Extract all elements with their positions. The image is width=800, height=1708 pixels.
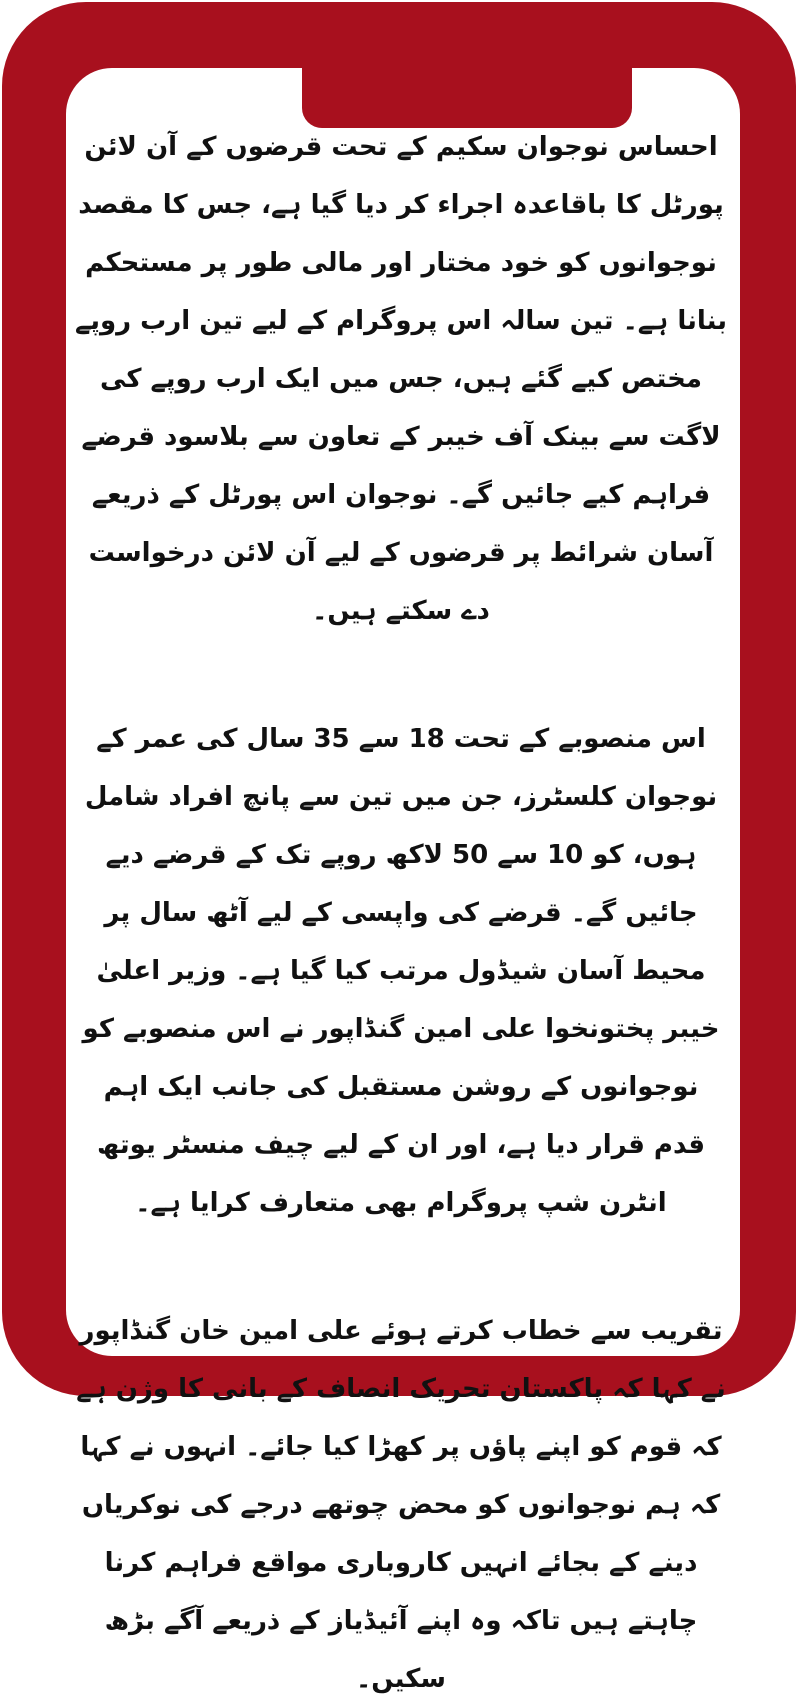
article-paragraph-3: تقریب سے خطاب کرتے ہوئے علی امین خان گنڈاپور نے کہا کہ پاکستان تحریک انصاف کے بانی کا وژن ہے کہ قوم کو اپنے پاؤں پر کھڑا کیا جائے۔ انہوں نے کہا کہ ہم نوجوانوں کو محض چوتھے درجے کی نوکریاں دینے کے بجائے انہیں کاروباری مواقع فراہم کرنا چاہتے ہیں تاکہ وہ اپنے آئیڈیاز کے ذریعے آگے بڑھ سکیں۔ bbox=[76, 1316, 726, 1694]
article-paragraph-1: احساس نوجوان سکیم کے تحت قرضوں کے آن لائن پورٹل کا باقاعدہ اجراء کر دیا گیا ہے، جس کا مقصد نوجوانوں کو خود مختار اور مالی طور پر مستحکم بنانا ہے۔ تین سالہ اس پروگرام کے لیے تین ارب روپے مختص کیے گئے ہیں، جس میں ایک ارب روپے کی لاگت سے بینک آف خیبر کے تعاون سے بلاسود قرضے فراہم کیے جائیں گے۔ نوجوان اس پورٹل کے ذریعے آسان شرائط پر قرضوں کے لیے آن لائن درخواست دے سکتے ہیں۔ bbox=[74, 132, 727, 626]
article-body bbox=[74, 118, 728, 1694]
article-paragraph-2: اس منصوبے کے تحت 18 سے 35 سال کی عمر کے نوجوان کلسٹرز، جن میں تین سے پانچ افراد شامل ہوں، کو 10 سے 50 لاکھ روپے تک کے قرضے دیے جائیں گے۔ قرضے کی واپسی کے لیے آٹھ سال پر محیط آسان شیڈول مرتب کیا گیا ہے۔ وزیر اعلیٰ خیبر پختونخوا علی امین گنڈاپور نے اس منصوبے کو نوجوانوں کے روشن مستقبل کی جانب ایک اہم قدم قرار دیا ہے، اور ان کے لیے چیف منسٹر یوتھ انٹرن شپ پروگرام بھی متعارف کرایا ہے۔ bbox=[82, 724, 720, 1218]
